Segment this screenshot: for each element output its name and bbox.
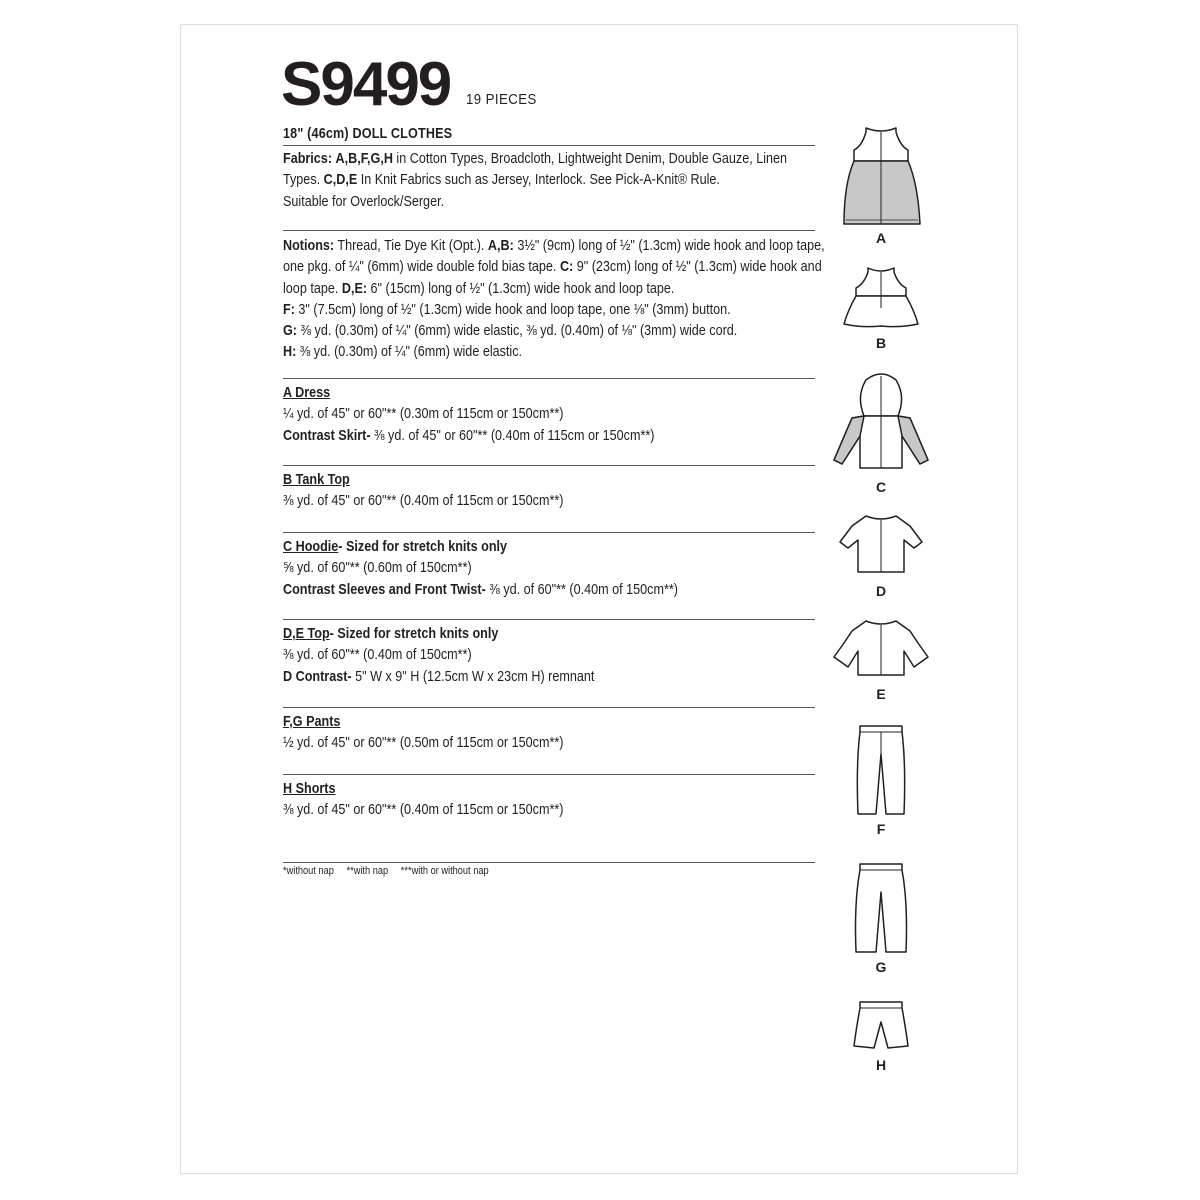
halter-dress-icon [830, 124, 932, 226]
bell-sleeve-top-icon [830, 617, 932, 679]
section-heading-suffix: - Sized for stretch knits only [338, 538, 508, 555]
view-label-a: A [875, 230, 887, 246]
footnote: *without nap [283, 865, 334, 877]
section-heading: B Tank Top [283, 471, 350, 488]
notions-key: A,B: [487, 237, 514, 254]
yardage-text: ⅜ yd. of 45" or 60"** (0.40m of 115cm or 150cm**) [370, 426, 655, 444]
divider [283, 619, 815, 620]
footnote: **with nap [346, 865, 389, 877]
divider [283, 230, 815, 231]
shorts-icon [830, 1000, 932, 1050]
divider [283, 465, 815, 466]
yardage-text: ⅜ yd. of 60"** (0.40m of 150cm**) [283, 646, 472, 664]
notions-block [283, 235, 825, 363]
section-heading: A Dress [283, 384, 331, 401]
section-c-hoodie [283, 536, 816, 600]
yardage-label: Contrast Sleeves and Front Twist- [283, 580, 486, 598]
fabrics-text: In Knit Fabrics such as Jersey, Interlock. See Pick-A-Knit® Rule. [357, 171, 720, 189]
notions-text: 6" (15cm) long of ½" (1.3cm) wide hook and loop tape. [367, 279, 675, 297]
fabrics-label: Fabrics: [283, 150, 333, 167]
view-label-h: H [875, 1057, 887, 1073]
yardage-text: ⅝ yd. of 60"** (0.60m of 150cm**) [283, 559, 472, 577]
notions-key: F: [283, 300, 295, 318]
notions-text: 9" (23cm) long of ½" (1.3cm) wide hook and loop tape. [283, 258, 822, 297]
section-heading: F,G Pants [283, 713, 341, 730]
pants-icon [830, 862, 932, 954]
section-de-top [283, 623, 816, 687]
yardage-text: ½ yd. of 45" or 60"** (0.50m of 115cm or 150cm**) [283, 734, 564, 752]
notions-key: H: [283, 343, 297, 361]
footnote: ***with or without nap [400, 865, 489, 877]
section-b-tank-top [283, 469, 816, 512]
divider [283, 532, 815, 533]
view-label-c: C [875, 479, 887, 495]
notions-key: G: [283, 322, 298, 340]
notions-text: ⅜ yd. (0.30m) of ¼" (6mm) wide elastic, ⅜ yd. (0.40m) of ⅛" (3mm) wide cord. [297, 322, 738, 340]
divider [283, 145, 815, 146]
fabrics-block [283, 148, 816, 212]
notions-text: Thread, Tie Dye Kit (Opt.). [334, 237, 488, 254]
yardage-text: ⅜ yd. of 45" or 60"** (0.40m of 115cm or 150cm**) [283, 492, 564, 510]
divider [283, 707, 815, 708]
yardage-text: ¼ yd. of 45" or 60"** (0.30m of 115cm or 150cm**) [283, 405, 564, 423]
view-label-f: F [876, 821, 886, 837]
yardage-label: D Contrast- [283, 667, 352, 685]
divider [283, 774, 815, 775]
pattern-title: 18" (46cm) DOLL CLOTHES [283, 125, 453, 142]
yardage-label: Contrast Skirt- [283, 426, 371, 444]
notions-key: D,E: [341, 279, 368, 297]
fabrics-views-knit: C,D,E [323, 171, 358, 189]
section-heading: C Hoodie [283, 538, 339, 555]
view-label-d: D [875, 583, 887, 599]
yardage-text: ⅜ yd. of 60"** (0.40m of 150cm**) [485, 580, 678, 598]
section-h-shorts [283, 778, 816, 821]
short-sleeve-top-icon [830, 512, 932, 576]
notions-text: 3½" (9cm) long of ½" (1.3cm) wide hook and loop tape, one pkg. of ¼" (6mm) wide double fold bias tape. [283, 237, 825, 276]
fabrics-text: in Cotton Types, Broadcloth, Lightweight Denim, Double Gauze, Linen Types. [283, 150, 788, 189]
piece-count: 19 PIECES [466, 91, 537, 108]
pattern-number: S9499 [281, 50, 451, 119]
notions-label: Notions: [283, 237, 335, 254]
section-fg-pants [283, 711, 816, 754]
notions-text: ⅜ yd. (0.30m) of ¼" (6mm) wide elastic. [296, 343, 523, 361]
halter-tank-top-icon [830, 266, 932, 330]
notions-text: 3" (7.5cm) long of ½" (1.3cm) wide hook and loop tape, one ⅛" (3mm) button. [294, 300, 731, 318]
view-label-g: G [875, 959, 887, 975]
fabrics-serger-note: Suitable for Overlock/Serger. [283, 192, 445, 210]
notions-key: C: [559, 258, 574, 276]
fabrics-views-woven: A,B,F,G,H [335, 150, 393, 167]
divider [283, 862, 815, 863]
hoodie-icon [830, 372, 932, 472]
view-label-b: B [875, 335, 887, 351]
yardage-text: ⅜ yd. of 45" or 60"** (0.40m of 115cm or 150cm**) [283, 801, 564, 819]
footnotes [283, 865, 816, 877]
view-label-e: E [876, 686, 886, 702]
section-heading: D,E Top [283, 625, 330, 642]
section-heading-suffix: - Sized for stretch knits only [329, 625, 499, 642]
pants-icon [830, 724, 932, 816]
section-a-dress [283, 382, 816, 446]
section-heading: H Shorts [283, 780, 336, 797]
yardage-text: 5" W x 9" H (12.5cm W x 23cm H) remnant [351, 667, 595, 685]
divider [283, 378, 815, 379]
